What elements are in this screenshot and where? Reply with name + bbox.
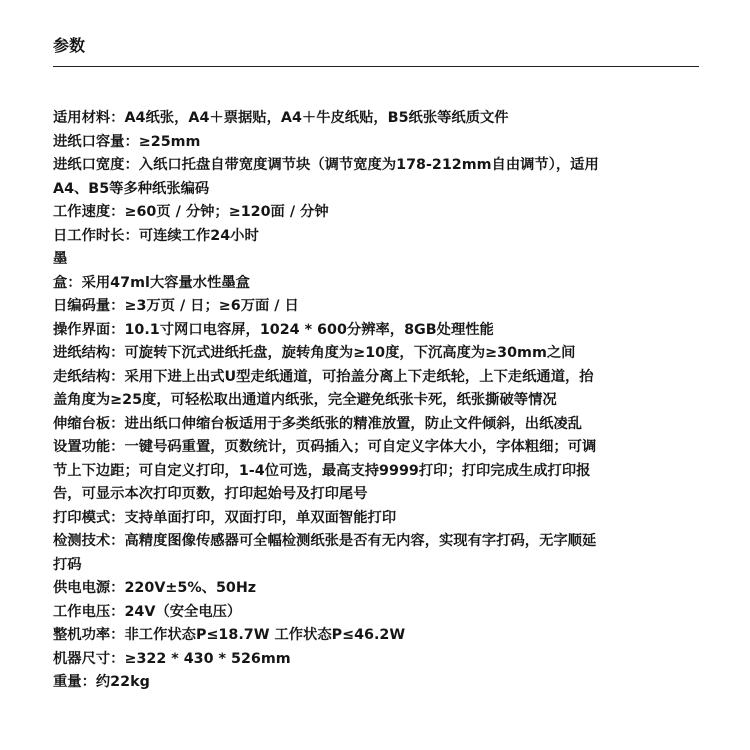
spec-line: A4、B5等多种纸张编码 xyxy=(53,180,210,197)
section-title: 参数 xyxy=(53,36,86,55)
spec-line: 检测技术：高精度图像传感器可全幅检测纸张是否有无内容，实现有字打码，无字顺延 xyxy=(53,533,597,549)
spec-line: 告，可显示本次打印页数，打印起始号及打印尾号 xyxy=(53,486,368,502)
spec-line: 工作电压：24V（安全电压） xyxy=(53,603,242,620)
spec-line: 打码 xyxy=(53,556,82,573)
spec-line: 重量：约22kg xyxy=(53,674,150,690)
spec-line: 进纸口宽度：入纸口托盘自带宽度调节块（调节宽度为178-212mm自由调节），适用 xyxy=(53,157,599,173)
spec-line: 日工作时长：可连续工作24小时 xyxy=(53,227,259,244)
spec-line: 整机功率：非工作状态P≤18.7W 工作状态P≤46.2W xyxy=(53,627,406,643)
spec-line: 进纸结构：可旋转下沉式进纸托盘，旋转角度为≥10度，下沉高度为≥30mm之间 xyxy=(53,345,576,361)
spec-line: 工作速度：≥60页 / 分钟；≥120面 / 分钟 xyxy=(53,204,329,220)
spec-line: 日编码量：≥3万页 / 日；≥6万面 / 日 xyxy=(53,298,299,314)
spec-line: 设置功能：一键号码重置，页数统计，页码插入；可自定义字体大小，字体粗细；可调 xyxy=(53,439,597,455)
spec-line: 打印模式：支持单面打印，双面打印，单双面智能打印 xyxy=(53,509,397,526)
title-divider xyxy=(53,66,699,67)
spec-line: 操作界面：10.1寸网口电容屏，1024 * 600分辨率，8GB处理性能 xyxy=(53,321,494,338)
spec-list xyxy=(53,107,703,695)
spec-line: 供电电源：220V±5%、50Hz xyxy=(53,580,257,596)
spec-line: 节上下边距；可自定义打印，1-4位可选，最高支持9999打印；打印完成生成打印报 xyxy=(53,462,591,479)
spec-line: 盖角度为≥25度，可轻松取出通道内纸张，完全避免纸张卡死，纸张撕破等情况 xyxy=(53,392,557,408)
spec-line: 盒：采用47ml大容量水性墨盒 xyxy=(53,274,250,291)
spec-line: 走纸结构：采用下进上出式U型走纸通道，可抬盖分离上下走纸轮，上下走纸通道，抬 xyxy=(53,368,594,385)
spec-line: 机器尺寸：≥322 * 430 * 526mm xyxy=(53,650,291,667)
spec-line: 进纸口容量：≥25mm xyxy=(53,133,201,150)
spec-line: 伸缩台板：进出纸口伸缩台板适用于多类纸张的精准放置，防止文件倾斜，出纸凌乱 xyxy=(53,415,582,432)
spec-line: 适用材料：A4纸张，A4＋票据贴，A4＋牛皮纸贴，B5纸张等纸质文件 xyxy=(53,110,509,126)
spec-line: 墨 xyxy=(53,251,68,267)
